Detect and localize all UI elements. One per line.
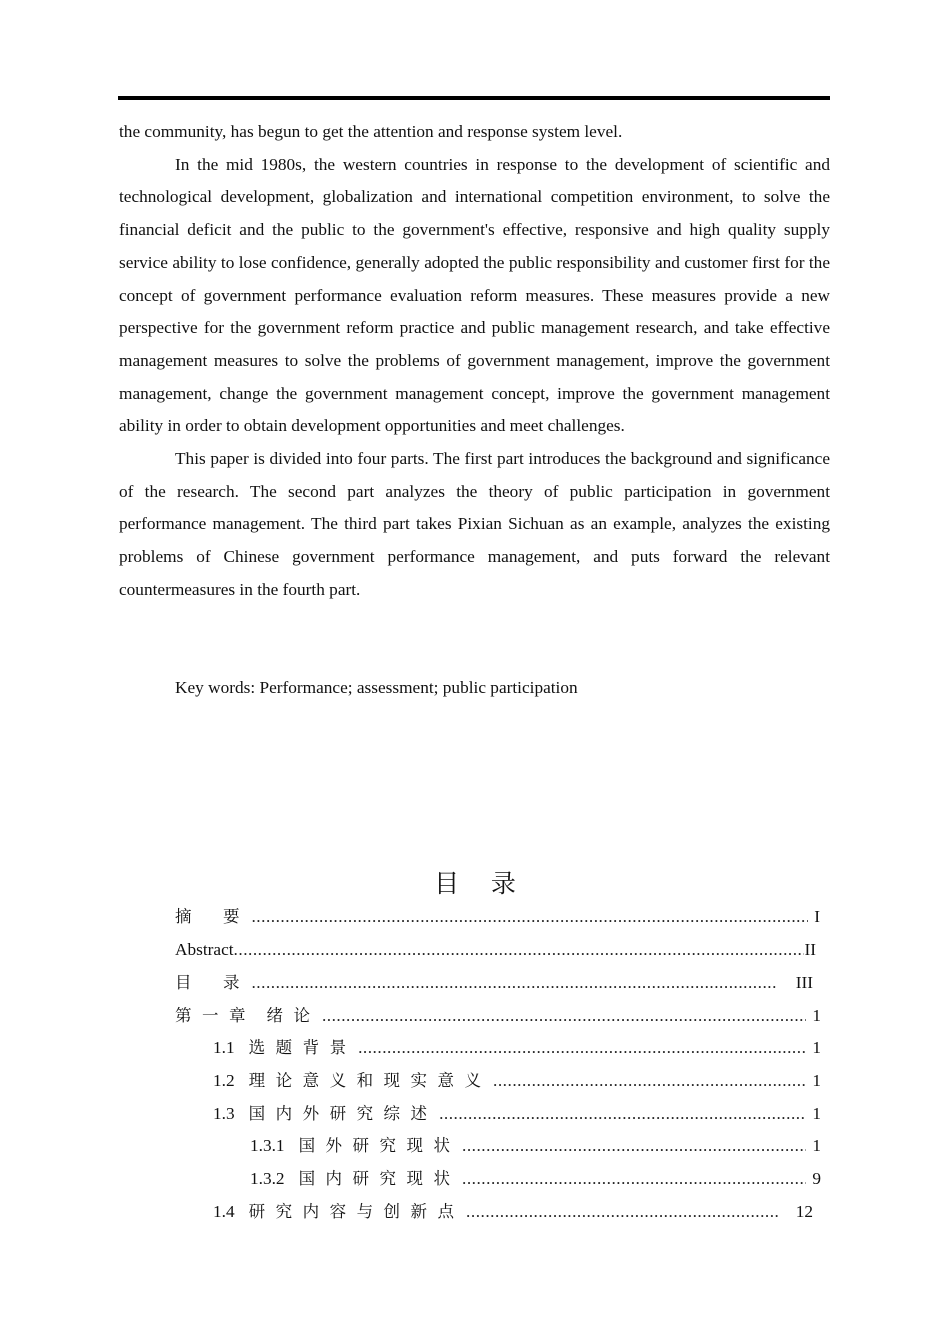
toc-leader	[462, 1130, 806, 1162]
paragraph-background: In the mid 1980s, the western countries in response to the development of scientific and technological development, globalization and international competition environment, to solve the financial deficit and the public to the government's effective, responsive and high quality supply service ability to lose confidence, generally adopted the public responsibility and customer first for the concept of government performance evaluation reform measures. These measures provide a new perspective for the government reform practice and public management research, and take effective management measures to solve the problems of government management, improve the government management, change the government management concept, improve the government management ability in order to obtain development opportunities and meet challenges.	[119, 154, 830, 436]
toc-entry-number: 1.3	[213, 1104, 235, 1123]
toc-entry-chapter-1[interactable]	[175, 1000, 821, 1032]
toc-entry-page: II	[804, 940, 816, 959]
toc-leader	[251, 901, 808, 933]
toc-entry-page: 1	[812, 1104, 821, 1123]
toc-entry-abstract-en[interactable]	[175, 934, 816, 966]
toc-entry-page: 12	[795, 1202, 813, 1221]
paragraph-continuation: the community, has begun to get the attention and response system level.	[119, 122, 623, 141]
toc-entry-1-3-2[interactable]	[250, 1163, 821, 1195]
header-rule	[118, 96, 830, 100]
toc-entry-label: 选 题 背 景	[248, 1038, 347, 1057]
toc-entry-1-3[interactable]	[213, 1098, 821, 1130]
toc-leader	[466, 1196, 778, 1228]
toc-entry-page: 1	[812, 1136, 821, 1155]
toc-title: 目 录	[434, 869, 516, 898]
abstract-body	[119, 116, 830, 607]
paragraph-structure: This paper is divided into four parts. The first part introduces the background and significance of the research. The second part analyzes the theory of public participation in government performance management. The third part takes Pixian Sichuan as an example, analyzes the existing problems of Chinese government performance management, and puts forward the relevant countermeasures in the fourth part.	[119, 449, 830, 599]
toc-entry-label: 摘 要	[175, 907, 240, 926]
toc-leader	[358, 1032, 806, 1064]
toc-leader	[439, 1098, 806, 1130]
toc-entry-number: 1.4	[213, 1202, 235, 1221]
toc-leader	[322, 1000, 806, 1032]
toc-entry-number: 1.3.2	[250, 1169, 285, 1188]
toc-leader	[462, 1163, 806, 1195]
toc-entry-number: 1.2	[213, 1071, 235, 1090]
toc-leader	[493, 1065, 806, 1097]
toc-entry-1-4[interactable]	[213, 1196, 813, 1228]
toc-entry-label: 理 论 意 义 和 现 实 意 义	[248, 1071, 482, 1090]
toc-entry-label: 国 外 研 究 现 状	[298, 1136, 451, 1155]
toc-entry-label: 国 内 研 究 现 状	[298, 1169, 451, 1188]
toc-entry-number: 1.3.1	[250, 1136, 285, 1155]
toc-entry-page: III	[795, 973, 813, 992]
toc-entry-page: 1	[812, 1006, 821, 1025]
toc-entry-abstract-cn[interactable]	[175, 901, 820, 933]
toc-entry-page: 9	[812, 1169, 821, 1188]
toc-entry-label: 国 内 外 研 究 综 述	[248, 1104, 428, 1123]
toc-entry-label: 目 录	[175, 973, 240, 992]
toc-entry-label: 第 一 章 绪 论	[175, 1006, 310, 1025]
toc-leader	[251, 967, 777, 999]
toc-entry-contents[interactable]	[175, 967, 813, 999]
toc-leader	[234, 934, 805, 966]
toc-entry-1-2[interactable]	[213, 1065, 821, 1097]
toc-entry-1-1[interactable]	[213, 1032, 821, 1064]
toc-entry-page: 1	[812, 1071, 821, 1090]
toc-entry-page: 1	[812, 1038, 821, 1057]
toc-entry-1-3-1[interactable]	[250, 1130, 821, 1162]
toc-entry-label: Abstract	[175, 940, 234, 959]
toc-entry-label: 研 究 内 容 与 创 新 点	[248, 1202, 455, 1221]
keywords-line: Key words: Performance; assessment; public participation	[175, 678, 578, 697]
toc-entry-number: 1.1	[213, 1038, 235, 1057]
toc-entry-page: I	[814, 907, 820, 926]
